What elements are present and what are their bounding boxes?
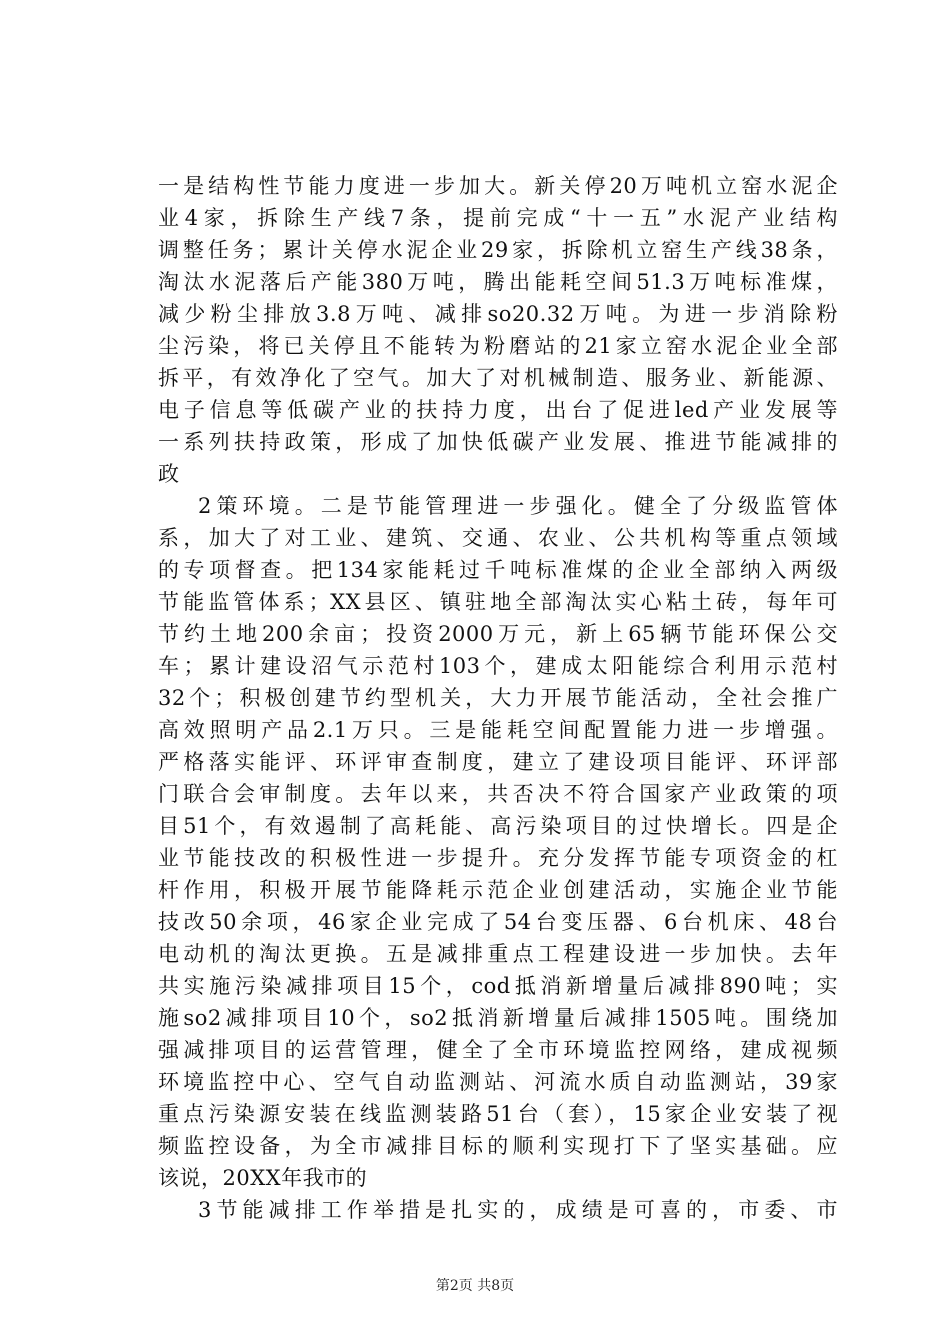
text-line: 共实施污染减排项目15个，cod抵消新增量后减排890吨；实 xyxy=(158,974,838,998)
text-line: 电子信息等低碳产业的扶持力度，出台了促进led产业发展等 xyxy=(158,398,838,422)
text-line: 高效照明产品2.1万只。三是能耗空间配置能力进一步增强。 xyxy=(158,718,838,742)
text-line: 减少粉尘排放3.8万吨、减排so20.32万吨。为进一步消除粉 xyxy=(158,302,838,326)
text-line: 门联合会审制度。去年以来，共否决不符合国家产业政策的项 xyxy=(158,782,838,806)
text-line: 节约土地200余亩；投资2000万元，新上65辆节能环保公交 xyxy=(158,622,838,646)
text-line: 政 xyxy=(158,462,180,486)
text-line: 3节能减排工作举措是扎实的，成绩是可喜的，市委、市 xyxy=(198,1198,838,1222)
text-line: 尘污染，将已关停且不能转为粉磨站的21家立窑水泥企业全部 xyxy=(158,334,838,358)
text-line: 32个；积极创建节约型机关，大力开展节能活动，全社会推广 xyxy=(158,686,838,710)
text-line: 车；累计建设沼气示范村103个，建成太阳能综合利用示范村 xyxy=(158,654,838,678)
text-line: 的专项督查。把134家能耗过千吨标准煤的企业全部纳入两级 xyxy=(158,558,838,582)
text-line: 该说，20XX年我市的 xyxy=(158,1166,368,1190)
text-line: 频监控设备，为全市减排目标的顺利实现打下了坚实基础。应 xyxy=(158,1134,838,1158)
text-line: 淘汰水泥落后产能380万吨，腾出能耗空间51.3万吨标准煤， xyxy=(158,270,838,294)
text-line: 施so2减排项目10个，so2抵消新增量后减排1505吨。围绕加 xyxy=(158,1006,838,1030)
text-line: 环境监控中心、空气自动监测站、河流水质自动监测站，39家 xyxy=(158,1070,838,1094)
text-line: 一系列扶持政策，形成了加快低碳产业发展、推进节能减排的 xyxy=(158,430,838,454)
text-line: 调整任务；累计关停水泥企业29家，拆除机立窑生产线38条， xyxy=(158,238,838,262)
text-line: 重点污染源安装在线监测装路51台（套），15家企业安装了视 xyxy=(158,1102,838,1126)
body-text xyxy=(158,170,838,1226)
text-line: 2策环境。二是节能管理进一步强化。健全了分级监管体 xyxy=(198,494,838,518)
text-line: 强减排项目的运营管理，健全了全市环境监控网络，建成视频 xyxy=(158,1038,838,1062)
text-line: 目51个，有效遏制了高耗能、高污染项目的过快增长。四是企 xyxy=(158,814,838,838)
text-line: 业节能技改的积极性进一步提升。充分发挥节能专项资金的杠 xyxy=(158,846,838,870)
text-line: 一是结构性节能力度进一步加大。新关停20万吨机立窑水泥企 xyxy=(158,174,838,198)
text-line: 技改50余项，46家企业完成了54台变压器、6台机床、48台 xyxy=(158,910,838,934)
text-line: 拆平，有效净化了空气。加大了对机械制造、服务业、新能源、 xyxy=(158,366,838,390)
text-line: 严格落实能评、环评审查制度，建立了建设项目能评、环评部 xyxy=(158,750,838,774)
text-line: 节能监管体系；XX县区、镇驻地全部淘汰实心粘土砖，每年可 xyxy=(158,590,838,614)
page-number: 第2页 共8页 xyxy=(435,1278,515,1294)
text-line: 电动机的淘汰更换。五是减排重点工程建设进一步加快。去年 xyxy=(158,942,838,966)
text-line: 杆作用，积极开展节能降耗示范企业创建活动，实施企业节能 xyxy=(158,878,838,902)
text-line: 业4家，拆除生产线7条，提前完成“十一五”水泥产业结构 xyxy=(158,206,838,230)
text-line: 系，加大了对工业、建筑、交通、农业、公共机构等重点领域 xyxy=(158,526,838,550)
